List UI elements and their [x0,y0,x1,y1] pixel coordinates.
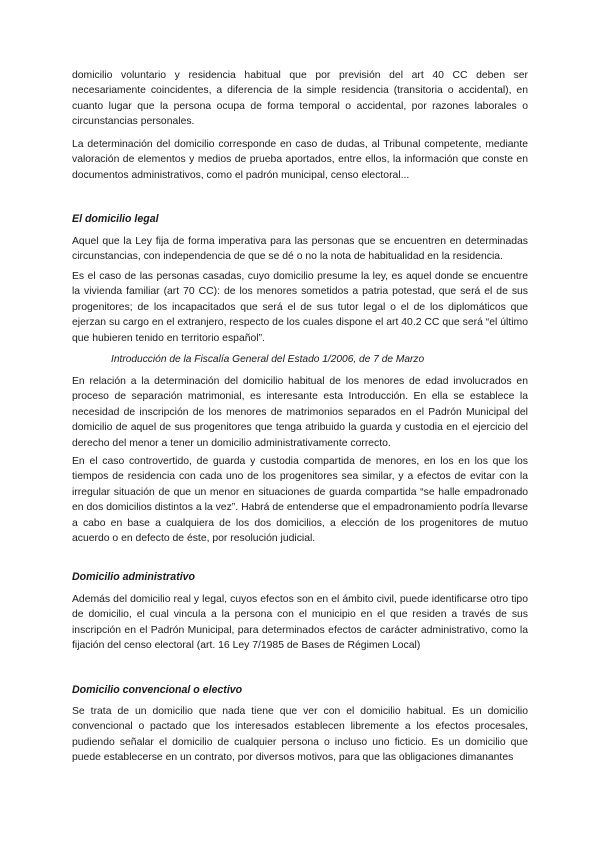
paragraph-ley-imperativa: Aquel que la Ley fija de forma imperativa para las personas que se encuentren en determinadas circunstancias, con independencia de que se dé o no la nota de habitualidad en la residencia. [72,236,528,263]
quote-fiscalia: Introducción de la Fiscalía General del Estado 1/2006, de 7 de Marzo [111,354,425,365]
paragraph-domicilio-pactado: Se trata de un domicilio que nada tiene que ver con el domicilio habitual. Es un domicilio convencional o pactado que los interesados establecen libremente a los efectos procesales, pudiendo señalar el domicilio de cualquier persona o incluso uno ficticio. Es un domicilio que puede establecerse en un contrato, por diversos motivos, para que las obligaciones dimanantes [72,706,528,764]
paragraph-personas-casadas: Es el caso de las personas casadas, cuyo domicilio presume la ley, es aquel donde se encuentre la vivienda familiar (art 70 CC): de los menores sometidos a patria potestad, que será el de sus progenitores; de los incapacitados que será el de sus tutor legal o el de los diplomáticos que ejerzan su cargo en el extranjero, respecto de los cuales dispone el art 40.2 CC que será “el último que hubieren tenido en territorio español”. [72,271,528,344]
paragraph-custodia-compartida: En el caso controvertido, de guarda y custodia compartida de menores, en los en los que los tiempos de residencia con cada uno de los progenitores sea similar, y a efectos de evitar con la irregular situación de que un menor en situaciones de guarda compartida “se halle empadronado en dos domicilios distintos a la vez”. Habrá de entenderse que el empadronamiento podría llevarse a cabo en base a cualquiera de los dos domicilios, a elección de los progenitores de mutuo acuerdo o en defecto de éste, por resolución judicial. [72,456,528,545]
heading-domicilio-convencional: Domicilio convencional o electivo [72,684,243,696]
heading-domicilio-administrativo: Domicilio administrativo [72,571,196,583]
heading-domicilio-legal: El domicilio legal [72,213,159,225]
paragraph-menores-separacion: En relación a la determinación del domicilio habitual de los menores de edad involucrados en proceso de separación matrimonial, es interesante esta Introducción. En ella se establece la necesidad de inscripción de los menores de matrimonios separados en el Padrón Municipal del domicilio de aquel de sus progenitores que tenga atribuido la guarda y custodia en el ejercicio del derecho del menor a tener un domicilio administrativamente correcto. [72,376,528,449]
paragraph-residencia: domicilio voluntario y residencia habitual que por previsión del art 40 CC deben ser necesariamente coincidentes, a diferencia de la simple residencia (transitoria o accidental), en cuanto lugar que la persona ocupa de forma temporal o accidental, por razones laborales o circunstancias personales. [72,70,528,128]
paragraph-determinacion: La determinación del domicilio corresponde en caso de dudas, al Tribunal competente, mediante valoración de elementos y medios de prueba aportados, entre ellos, la información que conste en documentos administrativos, como el padrón municipal, censo electoral... [72,139,528,181]
paragraph-padron-municipal: Además del domicilio real y legal, cuyos efectos son en el ámbito civil, puede identificarse otro tipo de domicilio, el cual vincula a la persona con el municipio en el que residen a través de sus inscripción en el Padrón Municipal, para determinados efectos de carácter administrativo, como la fijación del censo electoral (art. 16 Ley 7/1985 de Bases de Régimen Local) [72,594,528,652]
